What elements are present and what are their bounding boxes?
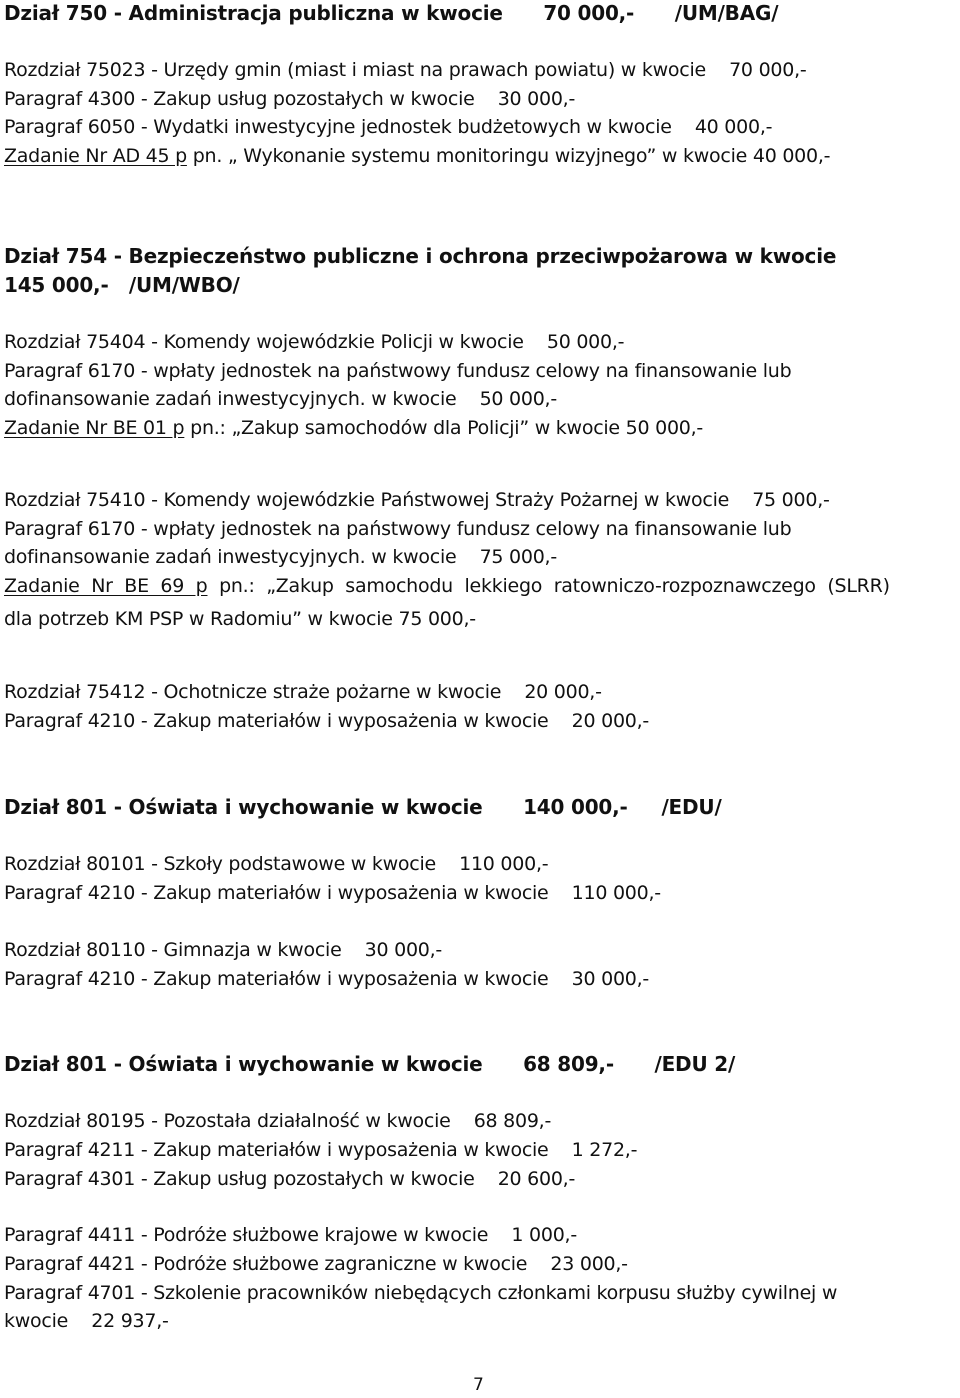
- subsection-rozdzial-80110: Rozdział 80110 - Gimnazja w kwocie 30 000,-: [4, 939, 443, 961]
- section-heading-dzial-754: Dział 754 - Bezpieczeństwo publiczne i ochrona przeciwpożarowa w kwocie: [4, 244, 837, 268]
- paragraph-line-4411: Paragraf 4411 - Podróże służbowe krajowe w kwocie 1 000,-: [4, 1224, 577, 1246]
- section-heading-dzial-750: Dział 750 - Administracja publiczna w kwocie 70 000,- /UM/BAG/: [4, 1, 779, 25]
- paragraph-line-4210: Paragraf 4210 - Zakup materiałów i wyposażenia w kwocie 20 000,-: [4, 710, 650, 732]
- subsection-rozdzial-75410: Rozdział 75410 - Komendy wojewódzkie Państwowej Straży Pożarnej w kwocie 75 000,-: [4, 489, 830, 511]
- task-line-be01: Zadanie Nr BE 01 p pn.: „Zakup samochodów dla Policji” w kwocie 50 000,-: [4, 417, 704, 439]
- paragraph-line-4701-cont: kwocie 22 937,-: [4, 1310, 169, 1332]
- paragraph-line-4421: Paragraf 4421 - Podróże służbowe zagraniczne w kwocie 23 000,-: [4, 1253, 628, 1275]
- subsection-rozdzial-75023: Rozdział 75023 - Urzędy gmin (miast i miast na prawach powiatu) w kwocie 70 000,-: [4, 59, 807, 81]
- paragraph-line-4701: Paragraf 4701 - Szkolenie pracowników niebędących członkami korpusu służby cywilnej w: [4, 1282, 838, 1304]
- section-heading-dzial-754-amount: 145 000,- /UM/WBO/: [4, 273, 240, 297]
- paragraph-line-6170: Paragraf 6170 - wpłaty jednostek na państwowy fundusz celowy na finansowanie lub: [4, 360, 792, 382]
- section-heading-dzial-801: Dział 801 - Oświata i wychowanie w kwocie 140 000,- /EDU/: [4, 795, 722, 819]
- task-id: Zadanie Nr AD 45 p: [4, 145, 187, 167]
- page-number: 7: [473, 1375, 484, 1395]
- paragraph-line-4210-b: Paragraf 4210 - Zakup materiałów i wyposażenia w kwocie 110 000,-: [4, 882, 661, 904]
- subsection-rozdzial-75412: Rozdział 75412 - Ochotnicze straże pożarne w kwocie 20 000,-: [4, 681, 602, 703]
- subsection-rozdzial-80195: Rozdział 80195 - Pozostała działalność w kwocie 68 809,-: [4, 1110, 552, 1132]
- paragraph-line-6170-cont: dofinansowanie zadań inwestycyjnych. w kwocie 50 000,-: [4, 388, 557, 410]
- paragraph-line-4210-c: Paragraf 4210 - Zakup materiałów i wyposażenia w kwocie 30 000,-: [4, 968, 650, 990]
- section-heading-dzial-801-b: Dział 801 - Oświata i wychowanie w kwocie 68 809,- /EDU 2/: [4, 1052, 736, 1076]
- subsection-rozdzial-75404: Rozdział 75404 - Komendy wojewódzkie Policji w kwocie 50 000,-: [4, 331, 625, 353]
- paragraph-line-4300: Paragraf 4300 - Zakup usług pozostałych w kwocie 30 000,-: [4, 88, 576, 110]
- task-id: Zadanie Nr BE 01 p: [4, 417, 185, 439]
- paragraph-line-6050: Paragraf 6050 - Wydatki inwestycyjne jednostek budżetowych w kwocie 40 000,-: [4, 116, 773, 138]
- paragraph-line-4301: Paragraf 4301 - Zakup usług pozostałych w kwocie 20 600,-: [4, 1168, 576, 1190]
- task-id: Zadanie Nr BE 69 p: [4, 575, 208, 597]
- task-line-be69: Zadanie Nr BE 69 p pn.: „Zakup samochodu lekkiego ratowniczo-rozpoznawczego (SLRR): [4, 575, 890, 597]
- task-line-ad45: Zadanie Nr AD 45 p pn. „ Wykonanie systemu monitoringu wizyjnego” w kwocie 40 000,-: [4, 145, 831, 167]
- task-line-be69-cont: dla potrzeb KM PSP w Radomiu” w kwocie 75 000,-: [4, 608, 476, 630]
- paragraph-line-6170-b: Paragraf 6170 - wpłaty jednostek na państwowy fundusz celowy na finansowanie lub: [4, 518, 792, 540]
- subsection-rozdzial-80101: Rozdział 80101 - Szkoły podstawowe w kwocie 110 000,-: [4, 853, 549, 875]
- paragraph-line-6170-b-cont: dofinansowanie zadań inwestycyjnych. w kwocie 75 000,-: [4, 546, 557, 568]
- paragraph-line-4211: Paragraf 4211 - Zakup materiałów i wyposażenia w kwocie 1 272,-: [4, 1139, 638, 1161]
